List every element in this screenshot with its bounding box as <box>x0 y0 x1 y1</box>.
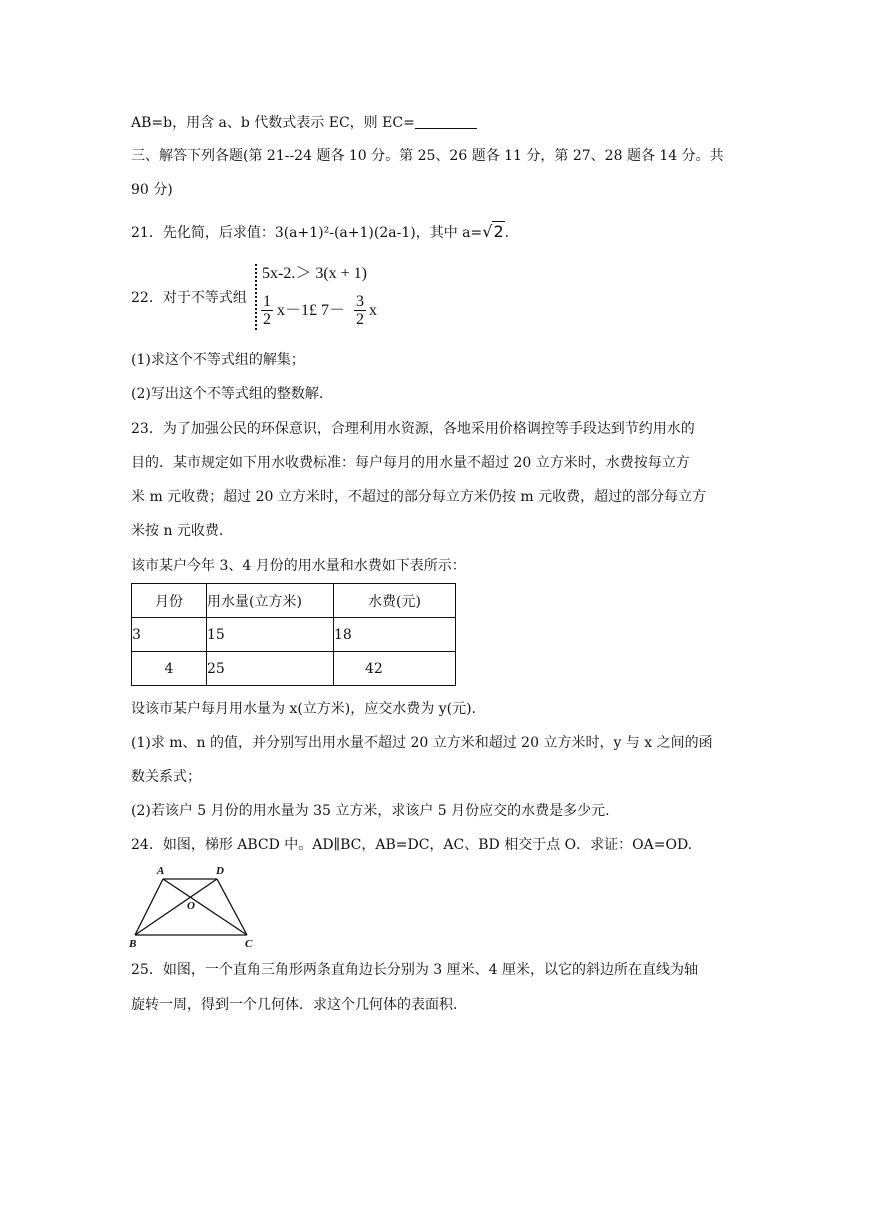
label-o: O <box>187 900 195 912</box>
table-cell: 4 <box>132 652 207 686</box>
q20-tail <box>131 113 477 133</box>
table-header-row <box>132 584 456 618</box>
q21 <box>131 222 509 243</box>
q22-part1: (1)求这个不等式组的解集； <box>131 352 305 368</box>
q22-fraction-1 <box>261 293 273 328</box>
fraction-numerator: 1 <box>263 293 271 310</box>
q23-part2: (2)若该户 5 月份的用水量为 35 立方米，求该户 5 月份应交的水费是多少元. <box>131 803 610 819</box>
q21-suffix: . <box>504 225 510 241</box>
label-d: D <box>216 865 224 877</box>
label-c: C <box>245 938 253 950</box>
table-cell: 3 <box>132 618 207 652</box>
fraction-numerator: 3 <box>356 293 364 310</box>
q22-inequality-1: 5x-2.＞ 3(x + 1) <box>262 265 368 282</box>
fraction-denominator: 2 <box>356 311 364 328</box>
q22-part2: (2)写出这个不等式组的整数解. <box>131 386 324 402</box>
q23-line2: 目的．某市规定如下用水收费标准：每户每月的用水量不超过 20 立方米时，水费按每立方 <box>131 455 690 471</box>
q24-text: 24．如图，梯形 ABCD 中。AD∥BC，AB=DC，AC、BD 相交于点 O．求证：OA=OD. <box>131 837 693 853</box>
label-b: B <box>129 938 137 950</box>
q25-line2: 旋转一周，得到一个几何体．求这个几何体的表面积. <box>131 997 458 1013</box>
trapezoid-figure <box>127 864 262 950</box>
answer-blank <box>415 114 477 129</box>
sqrt-symbol: √2 <box>482 222 504 241</box>
q22-inequality-2a: x－1£ 7－ <box>277 302 346 319</box>
label-a: A <box>157 865 165 877</box>
q23-after-table: 设该市某户每月用水量为 x(立方米)，应交水费为 y(元). <box>131 701 477 717</box>
q23-line1: 23．为了加强公民的环保意识，合理利用水资源，各地采用价格调控等手段达到节约用水的 <box>131 421 695 437</box>
table-cell: 15 <box>207 618 334 652</box>
water-fee-table <box>131 583 456 686</box>
q23-part1-line2: 数关系式； <box>131 769 201 785</box>
table-header-cell: 用水量(立方米) <box>207 584 334 618</box>
table-cell: 25 <box>207 652 334 686</box>
q25-line1: 25．如图，一个直角三角形两条直角边长分别为 3 厘米、4 厘米，以它的斜边所在直线为轴 <box>131 962 698 978</box>
section3-heading-line2: 90 分) <box>131 182 173 198</box>
q23-table-intro: 该市某户今年 3、4 月份的用水量和水费如下表所示： <box>131 558 466 574</box>
table-cell: 18 <box>334 618 456 652</box>
fraction-denominator: 2 <box>263 311 271 328</box>
q23-line3: 米 m 元收费；超过 20 立方米时，不超过的部分每立方米仍按 m 元收费，超过的部分每立方 <box>131 489 707 505</box>
table-row <box>132 652 456 686</box>
q21-radicand: 2 <box>493 222 504 241</box>
q22-fraction-2 <box>354 293 366 328</box>
table-header-cell: 月份 <box>132 584 207 618</box>
section3-heading-line1: 三、解答下列各题(第 21--24 题各 10 分。第 25、26 题各 11 分，第 27、28 题各 14 分。共 <box>131 148 724 164</box>
q20-tail-text: AB=b，用含 a、b 代数式表示 EC，则 EC= <box>131 115 415 131</box>
q21-text: 21．先化简，后求值：3(a+1)²-(a+1)(2a-1)，其中 a= <box>131 225 483 241</box>
table-row <box>132 618 456 652</box>
q22-inequality-2b: x <box>369 302 377 319</box>
table-cell: 42 <box>334 652 456 686</box>
q23-part1-line1: (1)求 m、n 的值，并分别写出用水量不超过 20 立方米和超过 20 立方米时，y 与 x 之间的函 <box>131 735 713 751</box>
q23-line4: 米按 n 元收费． <box>131 523 233 539</box>
table-header-cell: 水费(元) <box>334 584 456 618</box>
q22-text: 22．对于不等式组 <box>131 290 247 306</box>
